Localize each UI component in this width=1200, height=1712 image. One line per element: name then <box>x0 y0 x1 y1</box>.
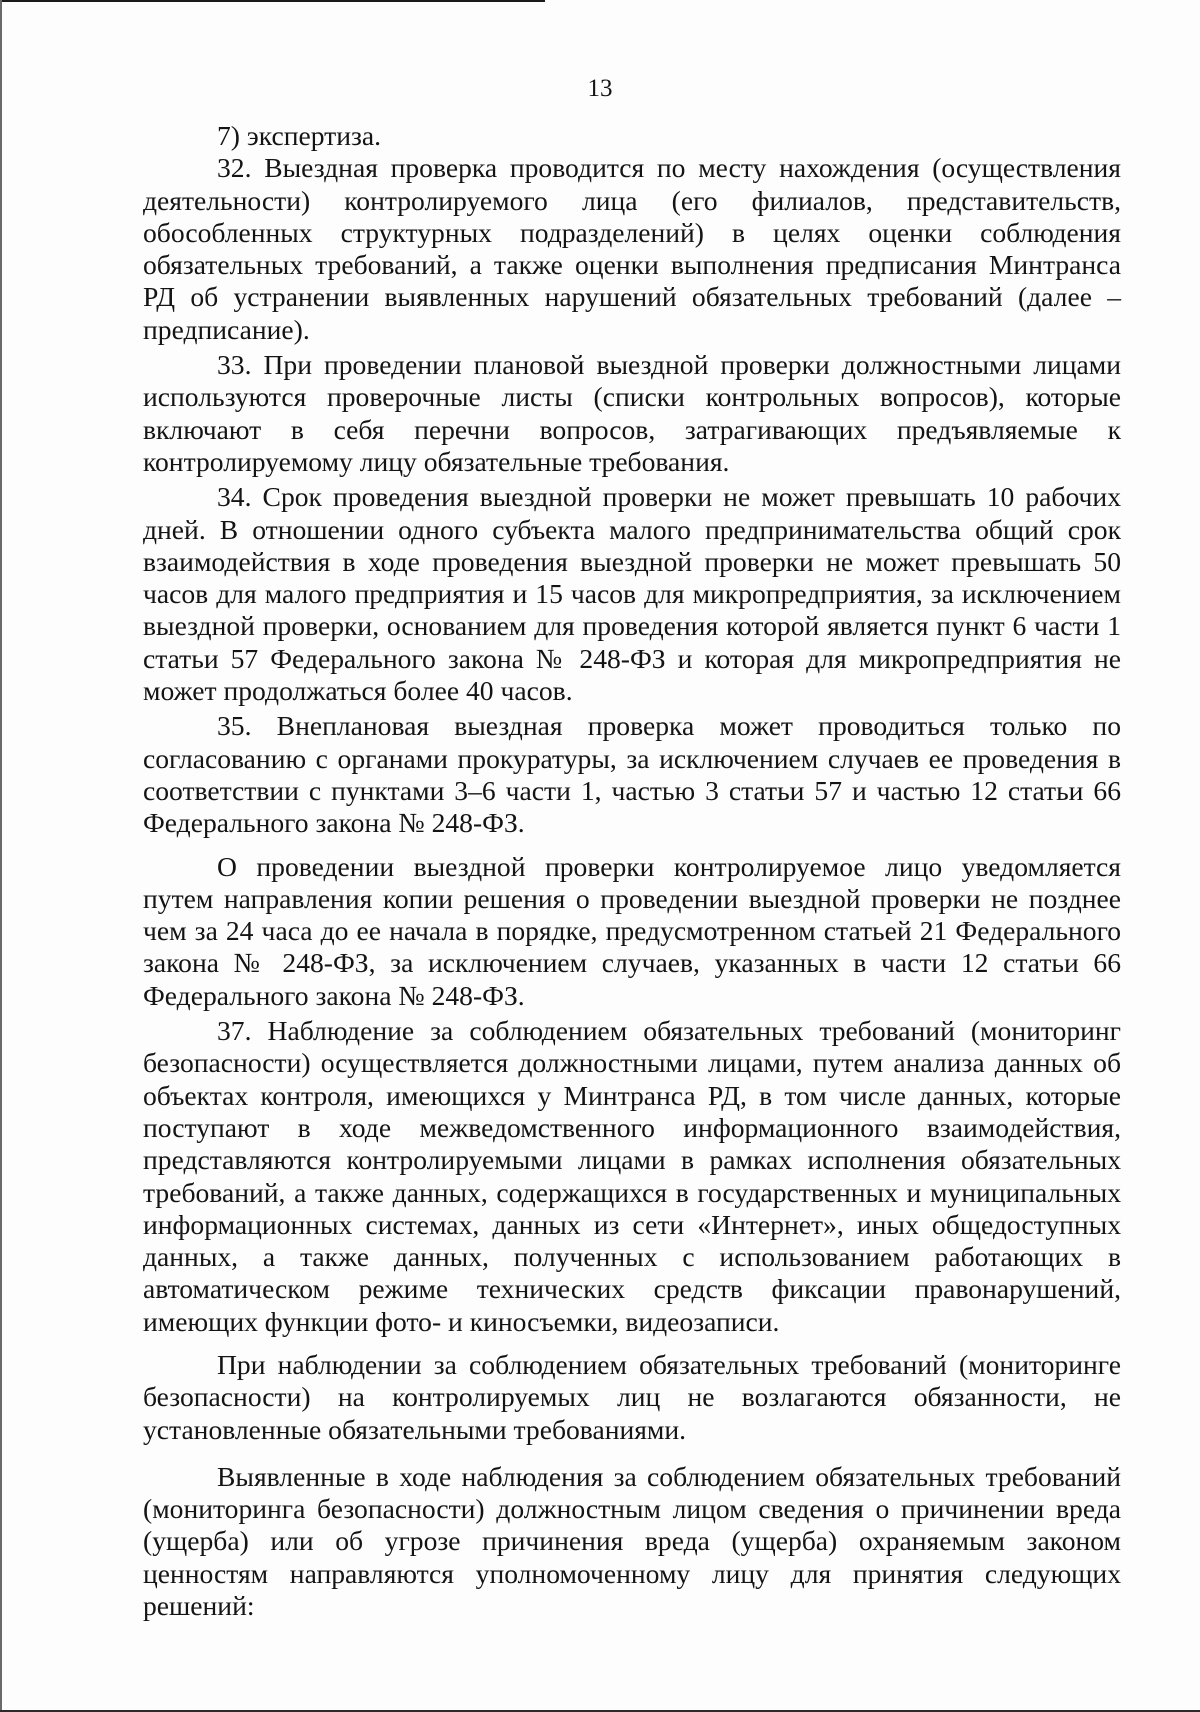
paragraph-monitoring-findings: Выявленные в ходе наблюдения за соблюдением обязательных требований (мониторинга безопасности) должностным лицом сведения о причинении вреда (ущерба) или об угрозе причинения вреда (ущерба) охраняемым законом ценностям направляются уполномоченному лицу для принятия следующих решений: <box>143 1460 1121 1622</box>
scan-edge-top <box>0 0 545 2</box>
page-number: 13 <box>587 75 613 102</box>
paragraph-monitoring-obligations: При наблюдении за соблюдением обязательных требований (мониторинге безопасности) на контролируемых лиц не возлагаются обязанности, не установленные обязательными требованиями. <box>143 1348 1121 1445</box>
document-body <box>143 120 1121 1622</box>
paragraph-32: 32. Выездная проверка проводится по месту нахождения (осуществления деятельности) контролируемого лица (его филиалов, представительств, обособленных структурных подразделений) в целях оценки соблюдения обязательных требований, а также оценки выполнения предписания Минтранса РД об устранении выявленных нарушений обязательных требований (далее – предписание). <box>143 152 1121 345</box>
scan-edge-left <box>0 0 2 1712</box>
paragraph-35: 35. Внеплановая выездная проверка может проводиться только по согласованию с органами прокуратуры, за исключением случаев ее проведения в соответствии с пунктами 3–6 части 1, частью 3 статьи 57 и частью 12 статьи 66 Федерального закона № 248-ФЗ. <box>143 710 1121 839</box>
paragraph-37: 37. Наблюдение за соблюдением обязательных требований (мониторинг безопасности) осуществляется должностными лицами, путем анализа данных об объектах контроля, имеющихся у Минтранса РД, в том числе данных, которые поступают в ходе межведомственного информационного взаимодействия, представляются контролируемыми лицами в рамках исполнения обязательных требований, а также данных, содержащихся в государственных и муниципальных информационных системах, данных из сети «Интернет», иных общедоступных данных, а также данных, полученных с использованием работающих в автоматическом режиме технических средств фиксации правонарушений, имеющих функции фото- и киносъемки, видеозаписи. <box>143 1015 1121 1337</box>
item-7-expertise: 7) экспертиза. <box>217 120 382 151</box>
paragraph-notification: О проведении выездной проверки контролируемое лицо уведомляется путем направления копии решения о проведении выездной проверки не позднее чем за 24 часа до ее начала в порядке, предусмотренном статьей 21 Федерального закона № 248-ФЗ, за исключением случаев, указанных в части 12 статьи 66 Федерального закона № 248-ФЗ. <box>143 850 1121 1011</box>
paragraph-33: 33. При проведении плановой выездной проверки должностными лицами используются проверочные листы (списки контрольных вопросов), которые включают в себя перечни вопросов, затрагивающих предъявляемые к контролируемому лицу обязательные требования. <box>143 349 1121 477</box>
paragraph-34: 34. Срок проведения выездной проверки не может превышать 10 рабочих дней. В отношении одного субъекта малого предпринимательства общий срок взаимодействия в ходе проведения выездной проверки не может превышать 50 часов для малого предприятия и 15 часов для микропредприятия, за исключением выездной проверки, основанием для проведения которой является пункт 6 части 1 статьи 57 Федерального закона № 248-ФЗ и которая для микропредприятия не может продолжаться более 40 часов. <box>143 481 1121 707</box>
